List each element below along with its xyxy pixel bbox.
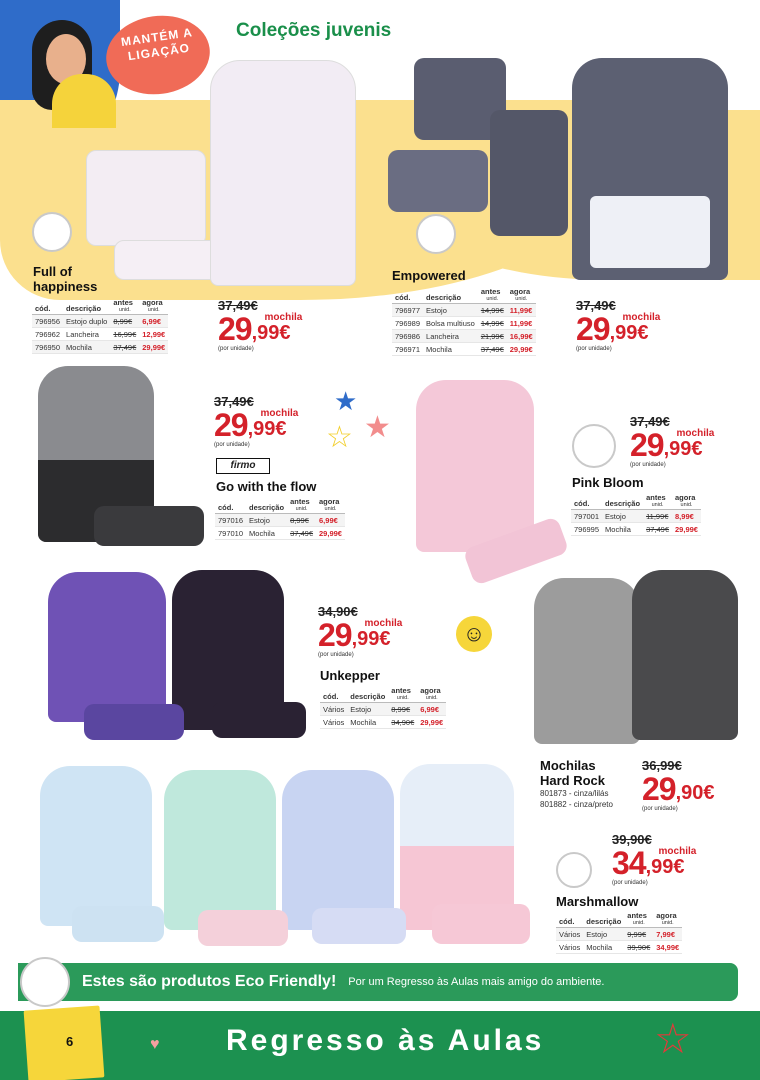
eco-friendly-banner	[18, 963, 738, 1001]
table-row: Vários Mochila 39,90€ 34,99€	[556, 941, 682, 954]
price-table: cód. descrição antes unid. agora unid. 796977 Estojo 14,99€ 11,99€ 796989 Bolsa multiuso 14,99€ 11,99€ 796986 Lancheira 21,99€ 16,99€ 796971 Mochila 37,49€ 29,99€	[392, 286, 536, 356]
pencil-case-image	[212, 702, 306, 738]
notebook-icon	[24, 1005, 105, 1080]
price-table: cód. descrição antes unid. agora unid. 797016 Estojo 8,99€ 6,99€ 797010 Mochila 37,49€ 29,99€	[215, 496, 345, 540]
pencil-case-image	[432, 904, 530, 944]
price-tag: 34,90€ 29 ,99€ mochila (por unidade)	[318, 604, 403, 658]
page-title: Coleções juvenis	[236, 20, 392, 41]
lunch-bag-image	[86, 150, 206, 246]
table-row: 797010 Mochila 37,49€ 29,99€	[215, 527, 345, 540]
backpack-image	[282, 770, 394, 930]
product-name: Unkepper	[320, 668, 380, 683]
product-code: 801882 - cinza/preto	[540, 800, 613, 809]
table-row: 796995 Mochila 37,49€ 29,99€	[571, 523, 701, 536]
star-icon: ★	[364, 411, 391, 444]
backpack-image	[416, 380, 534, 552]
table-row: 797016 Estojo 8,99€ 6,99€	[215, 514, 345, 527]
backpack-front-pocket	[590, 196, 710, 268]
eco-badge	[20, 957, 70, 1007]
pencil-case-image	[94, 506, 204, 546]
backpack-image	[210, 60, 356, 286]
girl-illustration	[26, 18, 118, 128]
smiley-icon: ☺	[456, 616, 492, 652]
pencil-case-image	[84, 704, 184, 740]
table-row: 796971 Mochila 37,49€ 29,99€	[392, 343, 536, 356]
product-name: Mochilas Hard Rock	[540, 758, 606, 788]
price-tag: 37,49€ 29 ,99€ mochila (por unidade)	[218, 298, 303, 352]
product-name: Go with the flow	[216, 479, 317, 494]
table-row: 796986 Lancheira 21,99€ 16,99€	[392, 330, 536, 343]
pencil-case-image	[72, 906, 164, 942]
product-code: 801873 - cinza/lilás	[540, 789, 609, 798]
heart-icon: ♥	[150, 1036, 160, 1053]
star-outline-icon: ☆	[654, 1015, 692, 1062]
eco-banner-text: Por um Regresso às Aulas mais amigo do ambiente.	[348, 976, 605, 988]
price-tag: 37,49€ 29 ,99€ mochila (por unidade)	[630, 414, 715, 468]
table-row: Vários Mochila 34,90€ 29,99€	[320, 716, 446, 729]
eco-badge	[556, 852, 592, 888]
table-row: 796956 Estojo duplo 8,99€ 6,99€	[32, 315, 168, 328]
table-row: 796977 Estojo 14,99€ 11,99€	[392, 304, 536, 317]
price-tag: 37,49€ 29 ,99€ mochila (por unidade)	[214, 394, 299, 448]
backpack-image	[48, 572, 166, 722]
backpack-image	[164, 770, 276, 930]
eco-badge	[416, 214, 456, 254]
star-icon: ★	[334, 386, 358, 416]
price-table: cód. descrição antes unid. agora unid. Vários Estojo 8,99€ 6,99€ Vários Mochila 34,90€ 29,99€	[320, 685, 446, 729]
table-row: 797001 Estojo 11,99€ 8,99€	[571, 510, 701, 523]
eco-badge	[32, 212, 72, 252]
product-name: Empowered	[392, 268, 466, 283]
sticker-text: MANTÉM A LIGAÇÃO	[120, 25, 194, 64]
price-tag: 39,90€ 34 ,99€ mochila (por unidade)	[612, 832, 697, 886]
star-icon: ☆	[326, 421, 353, 454]
table-row: Vários Estojo 8,99€ 6,99€	[320, 703, 446, 716]
crossbody-bag-image	[490, 110, 568, 236]
footer-title: Regresso às Aulas	[226, 1024, 545, 1057]
product-name: Full of happiness	[33, 264, 98, 294]
product-name: Marshmallow	[556, 894, 639, 909]
backpack-image	[40, 766, 152, 926]
page-number: 6	[66, 1034, 74, 1049]
brand-logo: firmo	[216, 458, 270, 474]
price-table: cód. descrição antes unid. agora unid. 797001 Estojo 11,99€ 8,99€ 796995 Mochila 37,49€ 29,99€	[571, 492, 701, 536]
product-name: Pink Bloom	[572, 475, 644, 490]
pencil-case-image	[198, 910, 288, 946]
table-row: 796962 Lancheira 16,99€ 12,99€	[32, 328, 168, 341]
backpack-image	[534, 578, 640, 744]
table-row: Vários Estojo 9,99€ 7,99€	[556, 928, 682, 941]
price-table: cód. descrição antes unid. agora unid. Vários Estojo 9,99€ 7,99€ Vários Mochila 39,90€ 34,99€	[556, 910, 682, 954]
price-table: cód. descrição antes unid. agora unid. 796956 Estojo duplo 8,99€ 6,99€ 796962 Lancheira 16,99€ 12,99€ 796950 Mochila 37,49€ 29,99€	[32, 297, 168, 354]
eco-banner-title: Estes são produtos Eco Friendly!	[82, 973, 337, 990]
pencil-case-image	[312, 908, 406, 944]
backpack-image	[632, 570, 738, 740]
table-row: 796989 Bolsa multiuso 14,99€ 11,99€	[392, 317, 536, 330]
price-tag: 36,99€ 29 ,90€ (por unidade)	[642, 758, 715, 812]
table-row: 796950 Mochila 37,49€ 29,99€	[32, 341, 168, 354]
eco-badge	[572, 424, 616, 468]
pouch-image	[388, 150, 488, 212]
price-tag: 37,49€ 29 ,99€ mochila (por unidade)	[576, 298, 661, 352]
